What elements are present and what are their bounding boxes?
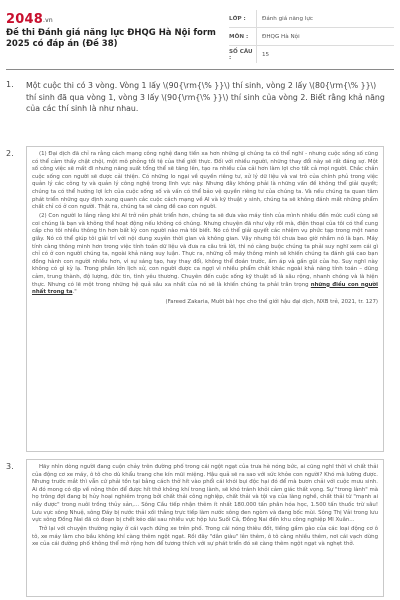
site-logo[interactable]: [6, 12, 53, 27]
header: [0, 0, 400, 62]
passage-paragraph: Trở lại với chuyện thường ngày ở cái vạch đứng xe trên phố. Trong cái nóng thiêu đốt, tiếng gầm gào của các loại động cơ ô tô, xe máy làm cho bầu không khí càng thêm ngột ngạt. Rồi đây "dân giàu" lên thêm, ô tô càng nhiều thêm, nơi cái vạch dừng xe của cái đường phố không thể mở rộng hơn để tương thích với sự phát triển đó sẽ càng thêm ngột ngạt và nghẹt thở.: [32, 526, 378, 548]
meta-value: 15: [256, 46, 394, 63]
question-number: 3.: [6, 462, 14, 471]
passage-text-end: .": [72, 289, 77, 296]
meta-label: MÔN :: [229, 33, 249, 40]
meta-row-count: [229, 46, 394, 63]
header-divider: [6, 69, 394, 70]
question-number: 1.: [6, 80, 14, 89]
underlined-phrase: những điều con người nhất trong ta: [32, 281, 378, 296]
question-1: [6, 80, 394, 115]
passage-paragraph: (1) Đại dịch đã chỉ ra rằng cách mạng công nghệ đang tiến xa hơn những gì chúng ta có thể nghĩ - nhưng cuộc sống số cũng có thể cảm thấy chật chội, một mô phỏng tồi tệ của thế giới thực. Đối với nhiều người, những thay đổi này sẽ rất đáng sợ. Một số công việc sẽ mất đi nhưng năng suất tổng thể sẽ tăng lên, tạo ra nhiều của cải hơn làm lợi cho tất cả mọi người. Chắc chắn cuộc sống con người sẽ được cải thiện. Có những lo ngại về quyền riêng tư, xử lý dữ liệu và vai trò của chính phủ trong việc quản lý các công ty và quản lý công nghệ trong lĩnh vực này. Nhưng đây không phải là những vấn đề không thể giải quyết; chúng ta có thể hướng lợi ích của cuộc sống số và vấn có thể bảo vệ quyền riêng tư của chúng ta. Và nếu chúng ta quan tâm phát triển những quy định xung quanh các cuộc cách mạng về AI và kỹ thuật y sinh, chúng ta sẽ không đánh mất những phẩm chất chỉ có ở con người. Thật ra, chúng ta sẽ càng đề cao con người.: [32, 151, 378, 211]
meta-row-subject: [229, 28, 394, 46]
exam-meta-table: [229, 10, 394, 63]
meta-value: ĐHQG Hà Nội: [256, 28, 394, 45]
question-number: 2.: [6, 149, 14, 158]
question-3: [6, 459, 394, 597]
exam-title: Đề thi Đánh giá năng lực ĐHQG Hà Nội form 2025 có đáp án (Đề 38): [6, 28, 216, 49]
passage-paragraph: [32, 213, 378, 297]
logo-domain: .vn: [42, 17, 53, 24]
meta-row-class: [229, 10, 394, 28]
passage-paragraph: Hãy nhìn dòng người đang cuộn chảy trên đường phố trong cái ngột ngạt của trưa hè nóng bức, ai cũng nghĩ thời vì chất thải của động cơ xe máy, ô tô cho dù khẩu trang che kín mũi miệng. Hậu quả sẽ ra sao với sức khỏe con người? Khó mà lường được. Nhưng trước mắt thì vẫn cứ phải tồn tại bằng cách thở hít vào phổi cái khói bụi độc hại đó để mà bươn chải với cuộc mưu sinh. Ai đó mong có dịp về nông thôn để được hít thở không khí trong lành, sẽ khó tránh khỏi cảm giác thất vọng. Sự "trong lành" mà họ trông đợi đang bị hủy hoại nghiêm trọng bởi chất thải công nghiệp, chất thải và tội vạ của làng nghề, chất thải từ "mạnh ai nấy được" trong nuôi trồng thủy sản,... Sông Cầu tiếp nhận thêm ít nhất 180.000 tấn phân hóa học, 1.500 tấn thuốc trừ sâu! Lưu vực sông Nhuệ, sông Đáy bị nước thải xối thẳng trực tiếp làm nước sông đen ngòm và đang bốc mùi. Sông Thị Vải trong lưu vực sông Đồng Nai đã có đoạn bị chết kéo dài sau nhiều vực hộp lưu Suối Cả, Đồng Nai đến khu công nghiệp Mĩ Xuân...: [32, 464, 378, 524]
question-2: [6, 146, 394, 452]
meta-value: Đánh giá năng lực: [256, 10, 394, 27]
meta-label: LỚP :: [229, 15, 246, 22]
logo-text: 2048: [6, 12, 43, 27]
question-text: Một cuộc thi có 3 vòng. Vòng 1 lấy \(90{\rm{\% }}\) thí sinh, vòng 2 lấy \(80{\rm{\% }}\) thí sinh đã qua vòng 1, vòng 3 lấy \(90{\rm{\% }}\) thí sinh của vòng 2. Biết rằng khả năng của các thí sinh là như nhau.: [26, 81, 385, 113]
passage-text: (2) Con người lo lắng rằng khi AI trở nên phát triển hơn, chúng ta sẽ đưa vào máy tính của mình nhiều đến mức cuối cùng sẽ coi chúng là bạn và không thể hoạt động nếu không có chúng. Nhưng chuyện đã như vậy rồi mà, điện thoại của tôi có thể cung cấp cho tôi nhiều thông tin hơn bất kỳ con người nào mà tôi biết. Nó có thể giải quyết các nhiệm vụ phức tạp trong một nano giây. Nó có thể giúp tôi giải trí với nội dung xuyên thời gian và không gian. Vậy nhưng tôi chưa bao giờ nhầm nó là bạn. Máy tính càng thông minh hơn trong việc tính toán dữ liệu và đưa ra câu trả lời, thì nó càng buộc chúng ta phải suy nghĩ xem cái gì chỉ có ở con người chúng ta, ngoài khả năng suy luận. Thực ra, những cỗ máy thông minh sẽ khiến chúng ta đánh giá cao bạn đồng hành con người nhiều hơn, vì sự sáng tạo, hay thay đổi, không thể đoán trước, ấm áp và gần gũi của họ. Suy nghĩ này không có gì kỳ lạ. Trong phần lớn lịch sử, con người được ca ngợi vì nhiều phẩm chất khác ngoài khả năng tính toán – dũng cảm, trung thành, độ lượng, đức tin, tình yêu thương. Chuyên đến cuộc sống kỹ thuật số là sâu rộng, nhanh chóng và là hiện thực. Nhưng có lẽ một trong những hệ quả sâu xa nhất của nó sẽ là khiến chúng ta phải trân trọng: [32, 213, 378, 288]
passage-source: (Fareed Zakaria, Mười bài học cho thế giới hậu đại dịch, NXB trẻ, 2021, tr. 127): [165, 298, 378, 305]
reading-passage: [26, 146, 384, 452]
meta-label: SỐ CÂU :: [229, 48, 253, 61]
reading-passage: [26, 459, 384, 597]
